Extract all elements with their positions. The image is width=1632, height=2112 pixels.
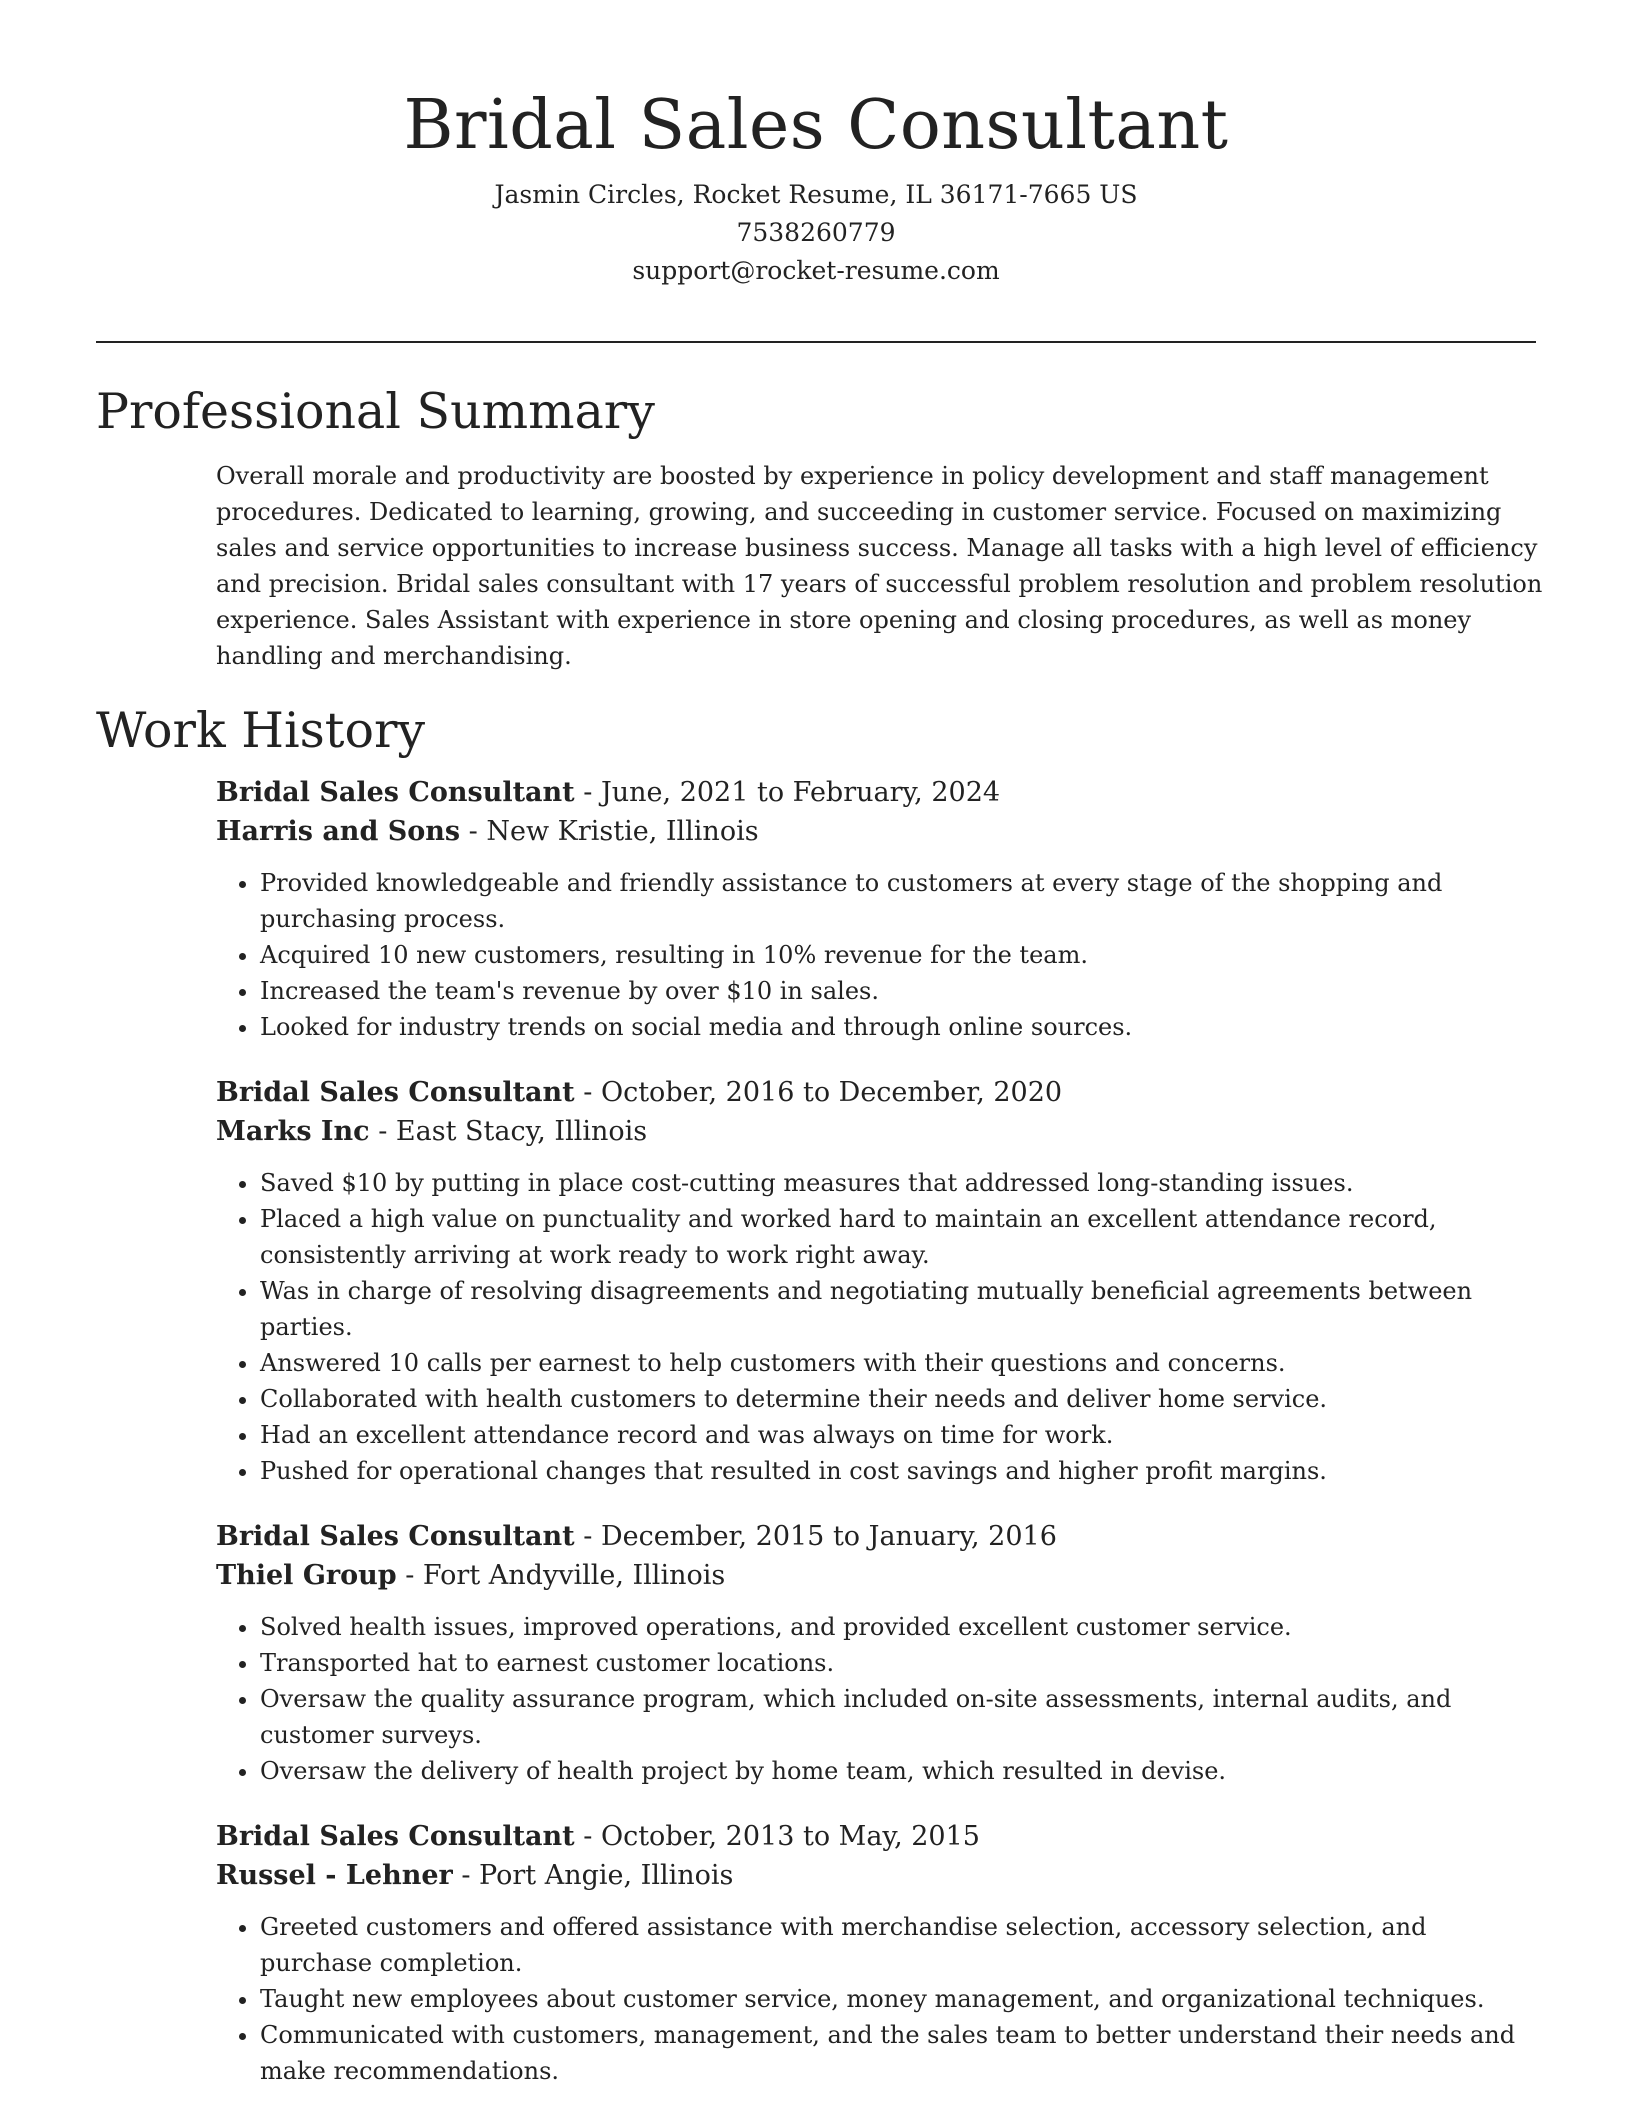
job-location: New Kristie, Illinois: [486, 816, 759, 847]
summary-heading: Professional Summary: [96, 383, 655, 440]
job-dates: June, 2021 to February, 2024: [600, 777, 1001, 808]
job-company: Russel - Lehner: [216, 1860, 453, 1891]
work-history-section: [96, 701, 1536, 2112]
separator: -: [396, 1560, 423, 1591]
job-entry: [216, 1517, 1546, 1789]
job-bullet: • Oversaw the delivery of health project by home team, which resulted in devise.: [260, 1753, 1546, 1789]
separator: -: [574, 777, 601, 808]
job-company: Marks Inc: [216, 1116, 370, 1147]
job-bullets: [216, 1609, 1546, 1789]
job-title-line: [216, 1073, 1546, 1112]
summary-body: [216, 458, 1546, 674]
job-bullets: [216, 1909, 1546, 2089]
contact-email: support@rocket-resume.com: [632, 256, 1000, 285]
job-bullet: • Had an excellent attendance record and was always on time for work.: [260, 1417, 1546, 1453]
job-bullet: • Increased the team's revenue by over $10 in sales.: [260, 973, 1546, 1009]
job-bullet: • Taught new employees about customer service, money management, and organizational techniques.: [260, 1981, 1546, 2017]
job-bullet: • Provided knowledgeable and friendly assistance to customers at every stage of the shopping and purchasing process.: [260, 865, 1546, 937]
job-location: Port Angie, Illinois: [479, 1860, 734, 1891]
job-bullet: • Solved health issues, improved operations, and provided excellent customer service.: [260, 1609, 1546, 1645]
job-bullet: • Answered 10 calls per earnest to help customers with their questions and concerns.: [260, 1345, 1546, 1381]
job-bullet: • Oversaw the quality assurance program, which included on-site assessments, internal audits, and customer surveys.: [260, 1681, 1546, 1753]
job-entry: [216, 1073, 1546, 1489]
separator: -: [574, 1521, 601, 1552]
job-title: Bridal Sales Consultant: [216, 1821, 575, 1852]
job-company: Harris and Sons: [216, 816, 461, 847]
job-company-line: [216, 1856, 1546, 1895]
job-location: Fort Andyville, Illinois: [422, 1560, 726, 1591]
job-bullet: • Collaborated with health customers to determine their needs and deliver home service.: [260, 1381, 1546, 1417]
separator: -: [369, 1116, 396, 1147]
job-bullet: • Greeted customers and offered assistance with merchandise selection, accessory selection, and purchase completion.: [260, 1909, 1546, 1981]
summary-text: Overall morale and productivity are boosted by experience in policy development and staff management procedures. Dedicated to learning, growing, and succeeding in customer service. Focused on maximizing sales and service opportunities to increase business success. Manage all tasks with a high level of efficiency and precision. Bridal sales consultant with 17 years of successful problem resolution and problem resolution experience. Sales Assistant with experience in store opening and closing procedures, as well as money handling and merchandising.: [216, 462, 1543, 670]
job-title: Bridal Sales Consultant: [216, 1521, 575, 1552]
job-bullets: [216, 865, 1546, 1045]
job-bullet: • Saved $10 by putting in place cost-cutting measures that addressed long-standing issues.: [260, 1165, 1546, 1201]
job-entry: [216, 1817, 1546, 2089]
summary-section: [96, 382, 1543, 674]
job-company-line: [216, 812, 1546, 851]
job-title: Bridal Sales Consultant: [216, 1077, 575, 1108]
job-bullet: • Pushed for operational changes that resulted in cost savings and higher profit margins.: [260, 1453, 1546, 1489]
job-entry: [216, 773, 1546, 1045]
work-history-heading: Work History: [96, 702, 426, 759]
job-bullet: • Looked for industry trends on social media and through online sources.: [260, 1009, 1546, 1045]
separator: -: [574, 1077, 601, 1108]
job-title: Bridal Sales Consultant: [216, 777, 575, 808]
job-dates: December, 2015 to January, 2016: [600, 1521, 1057, 1552]
job-bullet: • Was in charge of resolving disagreements and negotiating mutually beneficial agreements between parties.: [260, 1273, 1546, 1345]
job-company-line: [216, 1112, 1546, 1151]
contact-phone: 7538260779: [736, 218, 896, 247]
separator: -: [452, 1860, 480, 1891]
contact-info: [0, 176, 1632, 290]
job-bullet: • Acquired 10 new customers, resulting in 10% revenue for the team.: [260, 937, 1546, 973]
resume-name: Bridal Sales Consultant: [403, 86, 1229, 165]
job-title-line: [216, 1817, 1546, 1856]
job-company: Thiel Group: [216, 1560, 397, 1591]
separator: -: [574, 1821, 601, 1852]
contact-address: Jasmin Circles, Rocket Resume, IL 36171-7665 US: [494, 180, 1138, 209]
job-bullets: [216, 1165, 1546, 1489]
job-title-line: [216, 1517, 1546, 1556]
job-bullet: • Transported hat to earnest customer locations.: [260, 1645, 1546, 1681]
job-title-line: [216, 773, 1546, 812]
resume-header: [0, 0, 1632, 290]
job-dates: October, 2016 to December, 2020: [600, 1077, 1063, 1108]
job-location: East Stacy, Illinois: [395, 1116, 648, 1147]
job-list: [216, 773, 1546, 2089]
job-bullet: • Placed a high value on punctuality and worked hard to maintain an excellent attendance record, consistently arriving at work ready to work right away.: [260, 1201, 1546, 1273]
header-divider: [96, 341, 1536, 343]
job-bullet: • Communicated with customers, management, and the sales team to better understand their needs and make recommendations.: [260, 2017, 1546, 2089]
job-dates: October, 2013 to May, 2015: [600, 1821, 980, 1852]
job-company-line: [216, 1556, 1546, 1595]
separator: -: [460, 816, 487, 847]
